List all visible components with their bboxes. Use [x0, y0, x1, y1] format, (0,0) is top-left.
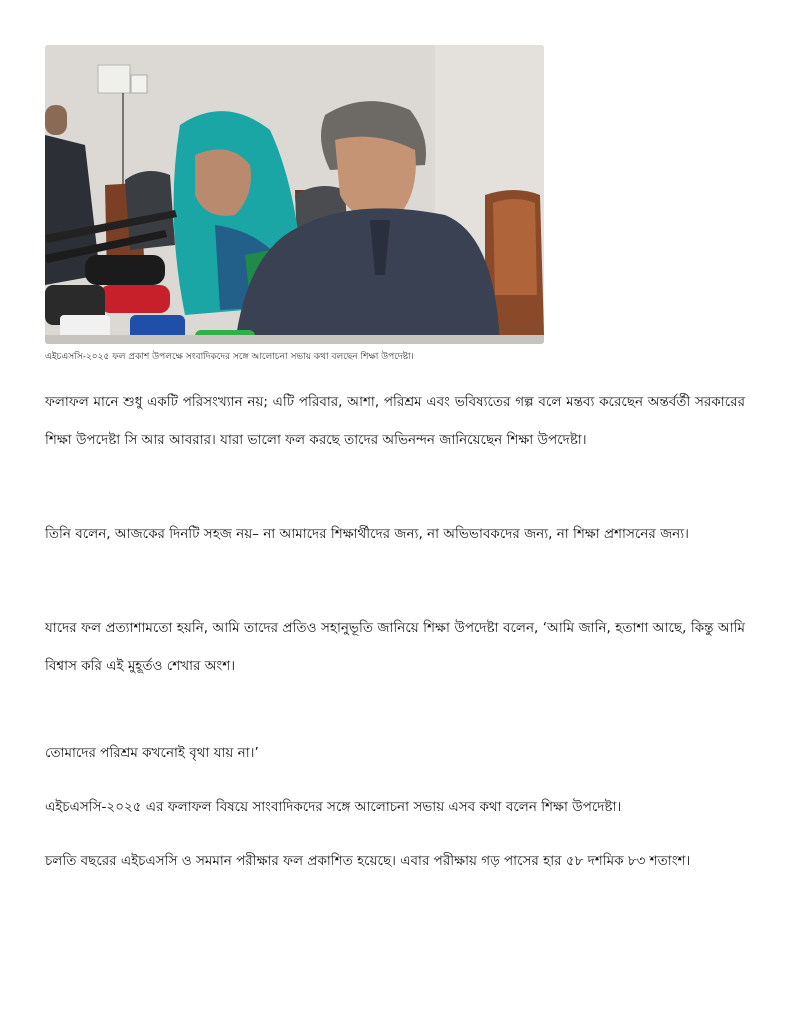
photo-illustration: [45, 45, 544, 344]
article-paragraph: এইচএসসি-২০২৫ এর ফলাফল বিষয়ে সাংবাদিকদের সঙ্গে আলোচনা সভায় এসব কথা বলেন শিক্ষা উপদেষ্টা।: [45, 799, 622, 815]
article-paragraph: তিনি বলেন, আজকের দিনটি সহজ নয়– না আমাদের শিক্ষার্থীদের জন্য, না অভিভাবকদের জন্য, না শিক্ষা প্রশাসনের জন্য।: [45, 526, 689, 542]
article-paragraph: যাদের ফল প্রত্যাশামতো হয়নি, আমি তাদের প্রতিও সহানুভূতি জানিয়ে শিক্ষা উপদেষ্টা বলেন, ‘আমি জানি, হতাশা আছে, কিন্তু আমি বিশ্বাস করি এই মুহূর্তও শেখার অংশ।: [45, 620, 745, 674]
article-paragraph: তোমাদের পরিশ্রম কখনোই বৃথা যায় না।’: [45, 745, 259, 761]
article-paragraph: চলতি বছরের এইচএসসি ও সমমান পরীক্ষার ফল প্রকাশিত হয়েছে। এবার পরীক্ষায় গড় পাসের হার ৫৮ দশমিক ৮৩ শতাংশ।: [45, 853, 691, 869]
image-caption: এইচএসসি-২০২৫ ফল প্রকাশ উপলক্ষে সংবাদিকদের সঙ্গে আলোচনা সভায় কথা বলছেন শিক্ষা উপদেষ্টা।: [45, 352, 414, 362]
article-paragraph: ফলাফল মানে শুধু একটি পরিসংখ্যান নয়; এটি পরিবার, আশা, পরিশ্রম এবং ভবিষ্যতের গল্প বলে মন্তব্য করেছেন অন্তর্বর্তী সরকারের শিক্ষা উপদেষ্টা সি আর আবরার। যারা ভালো ফল করছে তাদের অভিনন্দন জানিয়েছেন শিক্ষা উপদেষ্টা।: [45, 394, 745, 448]
press-conference-photo: [45, 45, 544, 344]
